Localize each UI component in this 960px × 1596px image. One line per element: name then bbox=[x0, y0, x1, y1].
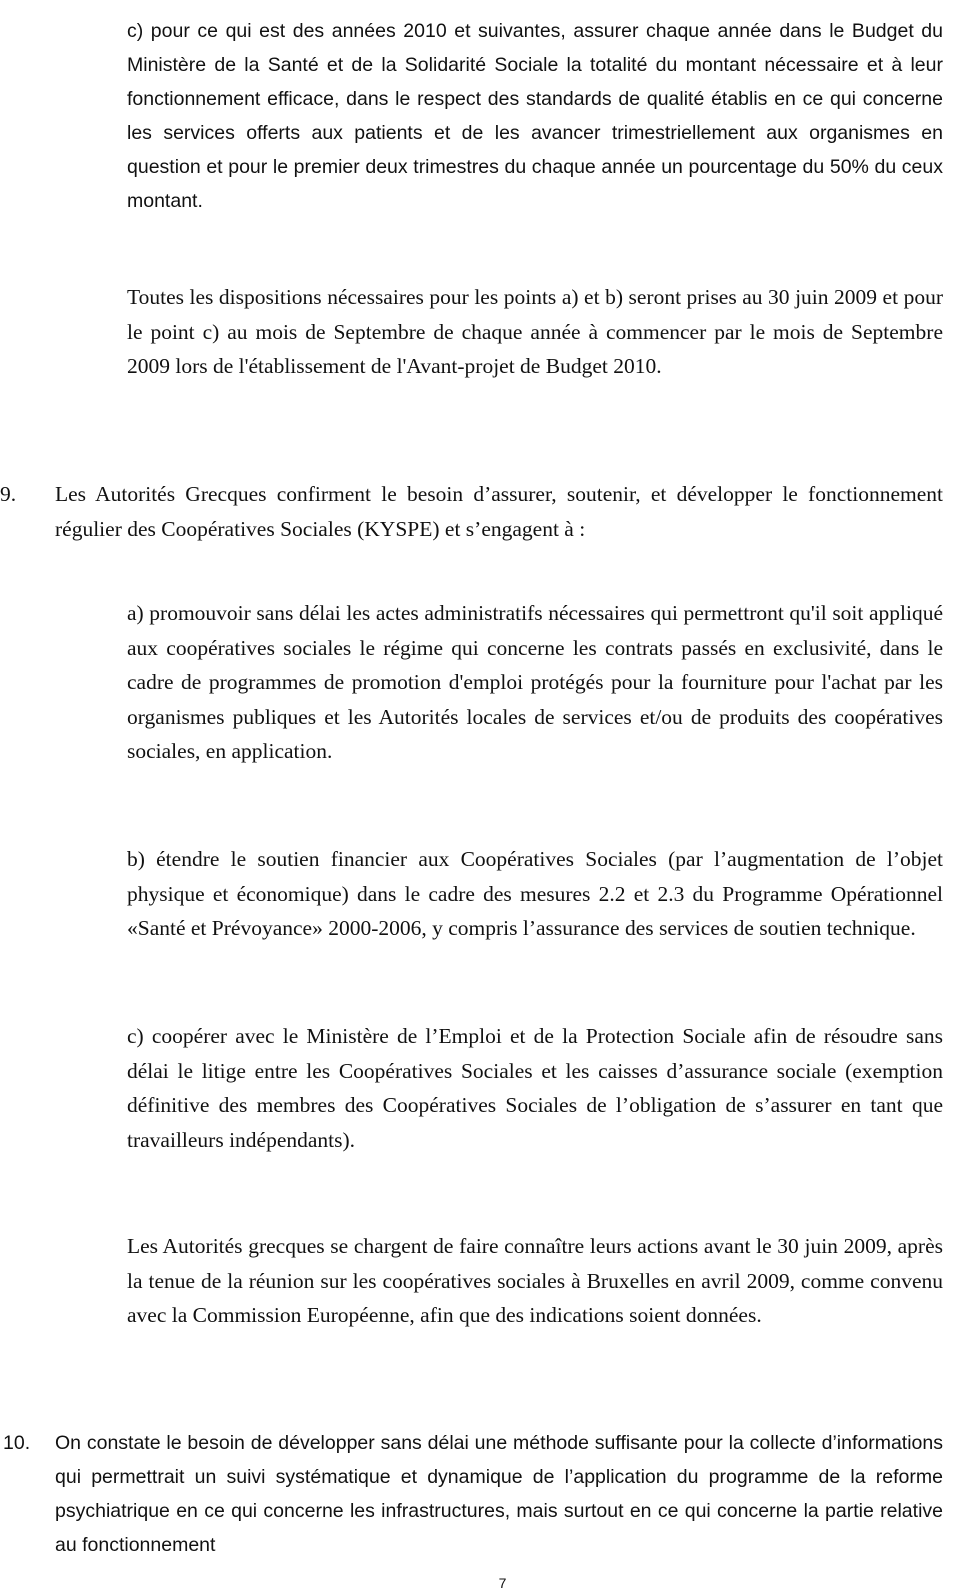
item-9 bbox=[0, 477, 943, 546]
paragraph-c-budget-2010: c) pour ce qui est des années 2010 et suivantes, assurer chaque année dans le Budget du Ministère de la Santé et de la Solidarité Sociale la totalité du montant nécessaire et à leur fonctionnement efficace, dans le respect des standards de qualité établis en ce qui concerne les services offerts aux patients et de les avancer trimestriellement aux organismes en question et pour le premier deux trimestres du chaque année un pourcentage du 50% du ceux montant. bbox=[127, 20, 943, 212]
paragraph-autorites-grecques: Les Autorités grecques se chargent de faire connaître leurs actions avant le 30 juin 2009, après la tenue de la réunion sur les coopératives sociales à Bruxelles en avril 2009, comme convenu avec la Commission Européenne, afin que des indications soient données. bbox=[127, 1234, 943, 1327]
item-9-number: 9. bbox=[0, 482, 17, 506]
item-10-number: 10. bbox=[3, 1432, 31, 1454]
page-number: 7 bbox=[498, 1575, 507, 1591]
paragraph-dispositions: Toutes les dispositions nécessaires pour les points a) et b) seront prises au 30 juin 2009 et pour le point c) au mois de Septembre de chaque année à commencer par le mois de Septembre 2009 lors de l'établissement de l'Avant-projet de Budget 2010. bbox=[127, 285, 943, 378]
item-10-text: On constate le besoin de développer sans délai une méthode suffisante pour la collecte d’informations qui permettrait un suivi systématique et dynamique de l’application du programme de la reforme psychiatrique en ce qui concerne les infrastructures, mais surtout en ce qui concerne la partie relative au fonctionnement bbox=[55, 1432, 943, 1556]
paragraph-a-promouvoir: a) promouvoir sans délai les actes administratifs nécessaires qui permettront qu'il soit appliqué aux coopératives sociales le régime qui concerne les contrats passés en exclusivité, dans le cadre de programmes de promotion d'emploi protégés pour la fourniture pour l'achat par les organismes publiques et les Autorités locales de services et/ou de produits des coopératives sociales, en application. bbox=[127, 601, 943, 763]
item-10 bbox=[3, 1426, 943, 1562]
item-9-text: Les Autorités Grecques confirment le besoin d’assurer, soutenir, et développer le fonctionnement régulier des Coopératives Sociales (KYSPE) et s’engagent à : bbox=[55, 482, 943, 541]
paragraph-b-etendre: b) étendre le soutien financier aux Coopératives Sociales (par l’augmentation de l’objet physique et économique) dans le cadre des mesures 2.2 et 2.3 du Programme Opérationnel «Santé et Prévoyance» 2000-2006, y compris l’assurance des services de soutien technique. bbox=[127, 847, 943, 940]
paragraph-c-cooperer: c) coopérer avec le Ministère de l’Emploi et de la Protection Sociale afin de résoudre sans délai le litige entre les Coopératives Sociales et les caisses d’assurance sociale (exemption définitive des membres des Coopératives Sociales de l’obligation de s’assurer en tant que travailleurs indépendants). bbox=[127, 1024, 943, 1152]
